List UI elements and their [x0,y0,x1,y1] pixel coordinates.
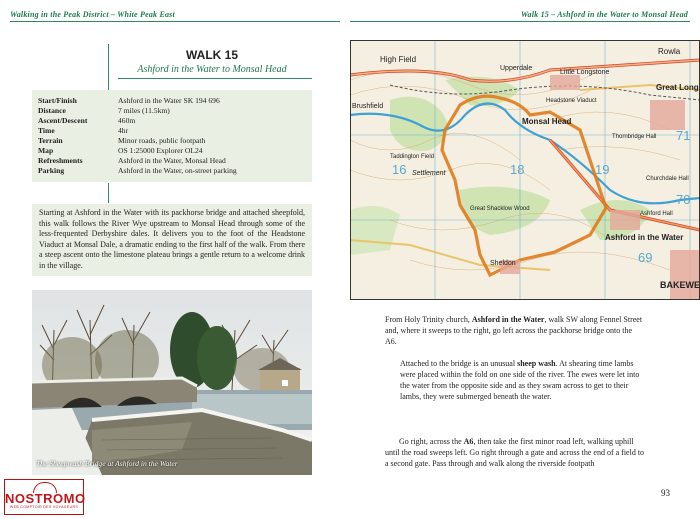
para3-text-start: Go right, across the [399,437,464,446]
vertical-rule [108,44,109,92]
map-label-rowland: Rowla [658,47,681,56]
para3-bold: A6 [463,437,474,446]
grid-number-70: 70 [676,192,691,207]
para3-text-end: , then take the first minor road left, walking uphill until the road sweeps left. Go right through a gate and across the end of a field to a second gate. Pass through and walk along the riverside footpath [385,437,645,468]
running-header-left: Walking in the Peak District – White Peak East [10,10,175,19]
page-number: 93 [661,488,670,498]
map-label-great-shacklow-wood: Great Shacklow Wood [470,206,530,212]
map-label-great-longstone: Great Long [656,83,699,92]
info-value: Ashford in the Water, on-street parking [118,166,237,175]
para2-bold: sheep wash [517,359,556,368]
grid-number-19: 19 [595,162,610,177]
para2-text-end: . At shearing time lambs were placed within the fold on one side of the river. The ewes were let into the water from the opposite side and as they swam across to get to their lambs, they were submerged beneath the water. [400,359,640,401]
nostromo-logo[interactable] [4,479,84,515]
info-value: 4hr [118,126,129,135]
info-key: Refreshments [38,156,83,165]
info-value: OS 1:25000 Explorer OL24 [118,146,203,155]
info-value: 7 miles (11.5km) [118,106,170,115]
route-map [350,40,700,300]
grid-number-69: 69 [638,250,653,265]
info-key: Distance [38,106,66,115]
title-rule [118,78,312,79]
para1-text-start: From Holy Trinity church, [385,315,472,324]
info-value: Ashford in the Water, Monsal Head [118,156,226,165]
grid-number-16: 16 [392,162,407,177]
info-key: Start/Finish [38,96,77,105]
grid-number-71: 71 [676,128,691,143]
grid-number-18: 18 [510,162,525,177]
info-key: Ascent/Descent [38,116,88,125]
map-label-high-field: High Field [380,55,417,64]
map-label-headstone-viaduct: Headstone Viaduct [546,98,597,104]
info-key: Parking [38,166,65,175]
para1-bold: Ashford in the Water [471,315,545,324]
right-page [350,0,700,519]
logo-tagline: WEB COMPTOIR DES VOYAGEURS [9,505,79,509]
info-key: Map [38,146,54,155]
map-label-churchdale-hall: Churchdale Hall [646,176,689,182]
map-label-settlement: Settlement [412,170,446,177]
paragraph-1 [385,314,645,347]
vertical-rule-lower [108,183,109,203]
intro-text: Starting at Ashford in the Water with its packhorse bridge and attached sheepfold, this walk follows the River Wye upstream to Monsal Head through some of the less-frequented Derbyshire dales. It delivers you to the foot of the Headstone Viaduct at Monsal Dale, a dramatic ending to the first half of the walk. From there a steep ascent onto the limestone plateau brings a gentle return to a welcome drink in the village. [32,204,312,276]
para2-text-start: Attached to the bridge is an unusual [400,359,518,368]
info-key: Terrain [38,136,63,145]
info-key: Time [38,126,55,135]
header-rule-left [10,21,340,22]
sheepwash-bridge-photo [32,290,312,475]
running-header-right: Walk 15 – Ashford in the Water to Monsal Head [520,10,688,19]
para1-text-end: , walk SW along Fennel Street and, where it sweeps to the right, go left across the packhorse bridge onto the A6. [385,315,643,346]
map-label-little-longstone: Little Longstone [560,69,610,76]
map-label-sheldon: Sheldon [490,260,516,267]
map-label-ashford-hall: Ashford Hall [640,211,673,217]
walk-subtitle: Ashford in the Water to Monsal Head [137,64,287,75]
map-label-taddington: Taddington Field [390,154,435,160]
header-rule-right [350,21,690,22]
map-label-bakewell: BAKEWE [660,280,700,290]
logo-title: NOSTROMO [5,491,86,506]
info-value: Minor roads, public footpath [118,136,206,145]
map-label-monsal-head: Monsal Head [522,117,572,126]
logo-arc-icon [33,482,57,493]
photo-caption: The Sheepwash Bridge at Ashford in the Water [36,459,178,468]
info-value: Ashford in the Water SK 194 696 [118,96,220,105]
map-label-brushfield: Brushfield [352,103,384,110]
walk-title: WALK 15 [185,48,238,62]
map-label-upperdale: Upperdale [500,65,533,72]
paragraph-2 [400,358,645,402]
map-label-thornbridge-hall: Thornbridge Hall [612,134,657,140]
info-value: 460m [118,116,136,125]
paragraph-3 [385,436,645,469]
map-label-ashford: Ashford in the Water [605,233,684,242]
walk-info-box [32,90,312,182]
